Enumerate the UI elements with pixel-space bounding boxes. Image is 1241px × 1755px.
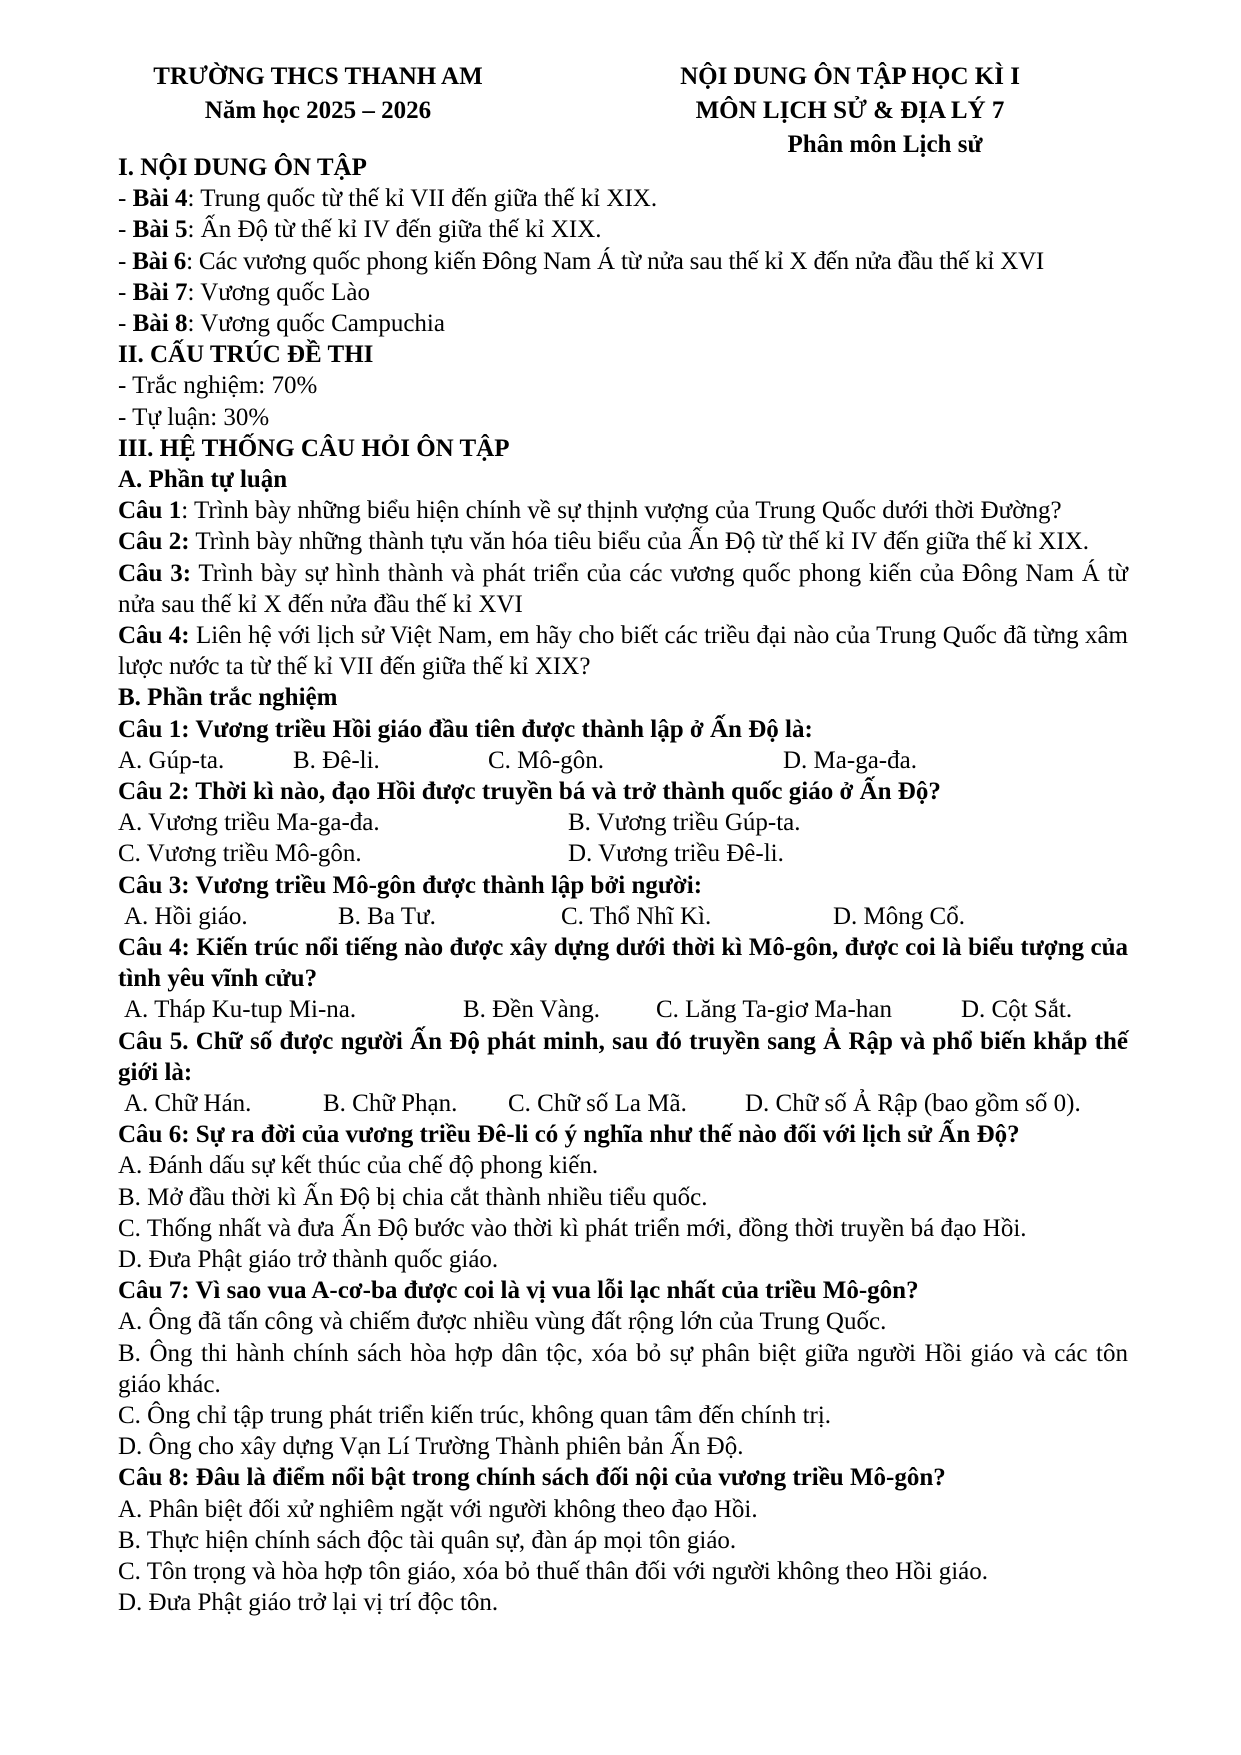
mc-question-5: Câu 5. Chữ số được người Ấn Độ phát minh, sau đó truyền sang Ả Rập và phổ biến khắp thế giới là: [118, 1027, 1128, 1086]
document-title: NỘI DUNG ÔN TẬP HỌC KÌ I [680, 63, 1020, 90]
essay-question: Câu 2: Trình bày những thành tựu văn hóa tiêu biểu của Ấn Độ từ thế kỉ IV đến giữa thế kỉ XIX. [118, 528, 1089, 556]
option-c: C. Vương triều Mô-gôn. [118, 840, 362, 868]
section1-item: - Bài 4: Trung quốc từ thế kỉ VII đến giữa thế kỉ XIX. [118, 185, 658, 213]
header-left [128, 60, 508, 128]
essay-question: Câu 1: Trình bày những biểu hiện chính về sự thịnh vượng của Trung Quốc dưới thời Đường? [118, 497, 1062, 525]
document-body [118, 152, 1128, 1618]
option-b: B. Ông thi hành chính sách hòa hợp dân tộc, xóa bỏ sự phân biệt giữa người Hồi giáo và các tôn giáo khác. [118, 1339, 1128, 1398]
option-a: A. Gúp-ta. [118, 746, 225, 774]
option-c: C. Thổ Nhĩ Kì. [561, 902, 712, 930]
option-d: D. Ông cho xây dựng Vạn Lí Trường Thành phiên bản Ấn Độ. [118, 1433, 744, 1461]
option-a: A. Tháp Ku-tup Mi-na. [124, 996, 357, 1024]
option-d: D. Vương triều Đê-li. [568, 840, 784, 868]
essay-question: Câu 4: Liên hệ với lịch sử Việt Nam, em hãy cho biết các triều đại nào của Trung Quốc đã từng xâm lược nước ta từ thế kỉ VII đến giữa thế kỉ XIX? [118, 622, 1128, 681]
option-d: D. Ma-ga-đa. [783, 746, 917, 774]
option-a: A. Đánh dấu sự kết thúc của chế độ phong kiến. [118, 1152, 599, 1180]
option-a: A. Vương triều Ma-ga-đa. [118, 809, 380, 837]
school-name: TRƯỜNG THCS THANH AM [153, 63, 483, 90]
section3-heading: III. HỆ THỐNG CÂU HỎI ÔN TẬP [118, 434, 510, 462]
mc-options-2b [118, 838, 1128, 869]
mc-question-4: Câu 4: Kiến trúc nổi tiếng nào được xây dựng dưới thời kì Mô-gôn, được coi là biểu tượng của tình yêu vĩnh cửu? [118, 934, 1128, 993]
mc-options-4 [118, 994, 1128, 1025]
mc-options-1 [118, 745, 1128, 776]
section1-item: - Bài 7: Vương quốc Lào [118, 278, 370, 306]
mc-question-6: Câu 6: Sự ra đời của vương triều Đê-li có ý nghĩa như thế nào đối với lịch sử Ấn Độ? [118, 1121, 1020, 1149]
option-b: B. Chữ Phạn. [323, 1090, 458, 1118]
option-a: A. Hồi giáo. [124, 902, 248, 930]
mc-question-7: Câu 7: Vì sao vua A-cơ-ba được coi là vị vua lỗi lạc nhất của triều Mô-gôn? [118, 1277, 919, 1305]
option-d: D. Chữ số Ả Rập (bao gồm số 0). [745, 1090, 1081, 1118]
option-b: B. Ba Tư. [338, 902, 436, 930]
section2-item: - Trắc nghiệm: 70% [118, 372, 318, 400]
option-a: A. Chữ Hán. [124, 1090, 252, 1118]
mc-options-2 [118, 807, 1128, 838]
option-d: D. Đưa Phật giáo trở lại vị trí độc tôn. [118, 1589, 499, 1617]
option-c: C. Chữ số La Mã. [508, 1090, 687, 1118]
option-b: B. Vương triều Gúp-ta. [568, 809, 801, 837]
option-a: A. Ông đã tấn công và chiếm được nhiều vùng đất rộng lớn của Trung Quốc. [118, 1308, 887, 1336]
option-b: B. Đền Vàng. [463, 996, 601, 1024]
section1-item: - Bài 5: Ấn Độ từ thế kỉ IV đến giữa thế kỉ XIX. [118, 216, 602, 244]
mc-question-3: Câu 3: Vương triều Mô-gôn được thành lập bởi người: [118, 871, 703, 899]
school-year: Năm học 2025 – 2026 [204, 97, 432, 124]
section1-heading: I. NỘI DUNG ÔN TẬP [118, 154, 367, 181]
option-b: B. Mở đầu thời kì Ấn Độ bị chia cắt thành nhiều tiểu quốc. [118, 1183, 708, 1211]
option-c: C. Ông chỉ tập trung phát triển kiến trúc, không quan tâm đến chính trị. [118, 1402, 832, 1430]
mc-options-5 [118, 1088, 1128, 1119]
option-c: C. Thống nhất và đưa Ấn Độ bước vào thời kì phát triển mới, đồng thời truyền bá đạo Hồi. [118, 1214, 1027, 1242]
part-title: Phân môn Lịch sử [787, 131, 983, 158]
option-a: A. Phân biệt đối xử nghiêm ngặt với người không theo đạo Hồi. [118, 1495, 758, 1523]
mc-question-1: Câu 1: Vương triều Hồi giáo đầu tiên được thành lập ở Ấn Độ là: [118, 715, 813, 743]
option-d: D. Mông Cổ. [833, 902, 965, 930]
option-b: B. Đê-li. [293, 746, 380, 774]
section2-heading: II. CẤU TRÚC ĐỀ THI [118, 341, 374, 369]
essay-question: Câu 3: Trình bày sự hình thành và phát triển của các vương quốc phong kiến của Đông Nam Á từ nửa sau thế kỉ X đến nửa đầu thế kỉ XVI [118, 559, 1128, 618]
section1-item: - Bài 6: Các vương quốc phong kiến Đông Nam Á từ nửa sau thế kỉ X đến nửa đầu thế kỉ XVI [118, 247, 1045, 275]
option-c: C. Lăng Ta-giơ Ma-han [656, 996, 892, 1024]
option-d: D. Cột Sắt. [961, 996, 1073, 1024]
option-b: B. Thực hiện chính sách độc tài quân sự, đàn áp mọi tôn giáo. [118, 1526, 737, 1554]
mc-question-8: Câu 8: Đâu là điểm nổi bật trong chính sách đối nội của vương triều Mô-gôn? [118, 1464, 946, 1492]
section1-item: - Bài 8: Vương quốc Campuchia [118, 310, 445, 338]
subject-title: MÔN LỊCH SỬ & ĐỊA LÝ 7 [695, 97, 1005, 124]
part-a-heading: A. Phần tự luận [118, 466, 288, 494]
option-c: C. Tôn trọng và hòa hợp tôn giáo, xóa bỏ thuế thân đối với người không theo Hồi giáo. [118, 1558, 989, 1586]
header-right [630, 60, 1070, 162]
option-c: C. Mô-gôn. [488, 746, 604, 774]
mc-options-3 [118, 901, 1128, 932]
option-d: D. Đưa Phật giáo trở thành quốc giáo. [118, 1246, 499, 1274]
section2-item: - Tự luận: 30% [118, 403, 270, 431]
mc-question-2: Câu 2: Thời kì nào, đạo Hồi được truyền bá và trở thành quốc giáo ở Ấn Độ? [118, 778, 941, 806]
part-b-heading: B. Phần trắc nghiệm [118, 684, 338, 712]
